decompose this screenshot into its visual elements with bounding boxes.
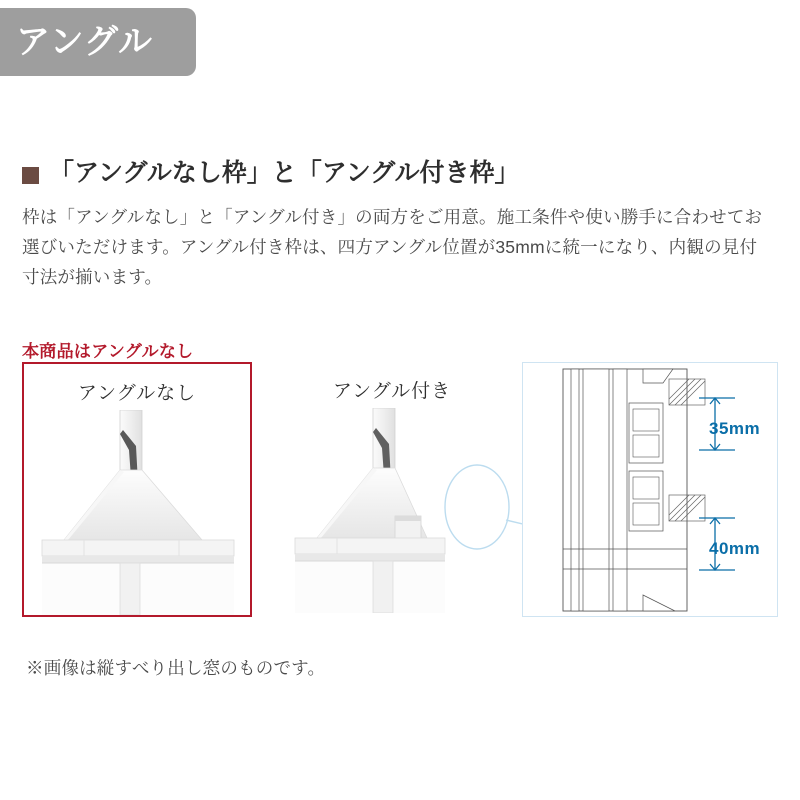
section-body-text: 枠は「アングルなし」と「アングル付き」の両方をご用意。施工条件や使い勝手に合わせてお選びいただけます。アングル付き枠は、四方アングル位置が35mmに統一になり、内観の見付寸法が揃います。	[22, 206, 763, 287]
figure-with-angle-caption: アングル付き	[332, 381, 452, 402]
window-section-angle-svg	[277, 408, 503, 613]
figure-technical-detail	[522, 362, 778, 617]
header-tab	[0, 8, 196, 76]
current-product-note: 本商品はアングルなし	[22, 342, 194, 361]
footnote-text: ※画像は縦すべり出し窓のものです。	[26, 658, 326, 678]
figure-with-angle	[277, 362, 507, 617]
section-heading	[22, 160, 778, 188]
technical-detail-svg	[523, 363, 777, 616]
figure-no-angle-caption: アングルなし	[77, 383, 197, 404]
figure-row	[22, 362, 778, 622]
window-section-drawing-with-angle	[277, 408, 507, 613]
window-section-drawing-no-angle	[24, 410, 250, 615]
figure-no-angle	[22, 362, 252, 617]
dimension-label-top: 35mm	[709, 419, 761, 438]
section-title: 「アングルなし枠」と「アングル付き枠」	[49, 159, 520, 187]
header-tab-title: アングル	[16, 23, 153, 61]
window-section-svg	[24, 410, 250, 615]
bullet-square-icon	[22, 167, 39, 184]
dimension-label-bottom: 40mm	[709, 539, 761, 558]
angle-section	[22, 160, 778, 292]
